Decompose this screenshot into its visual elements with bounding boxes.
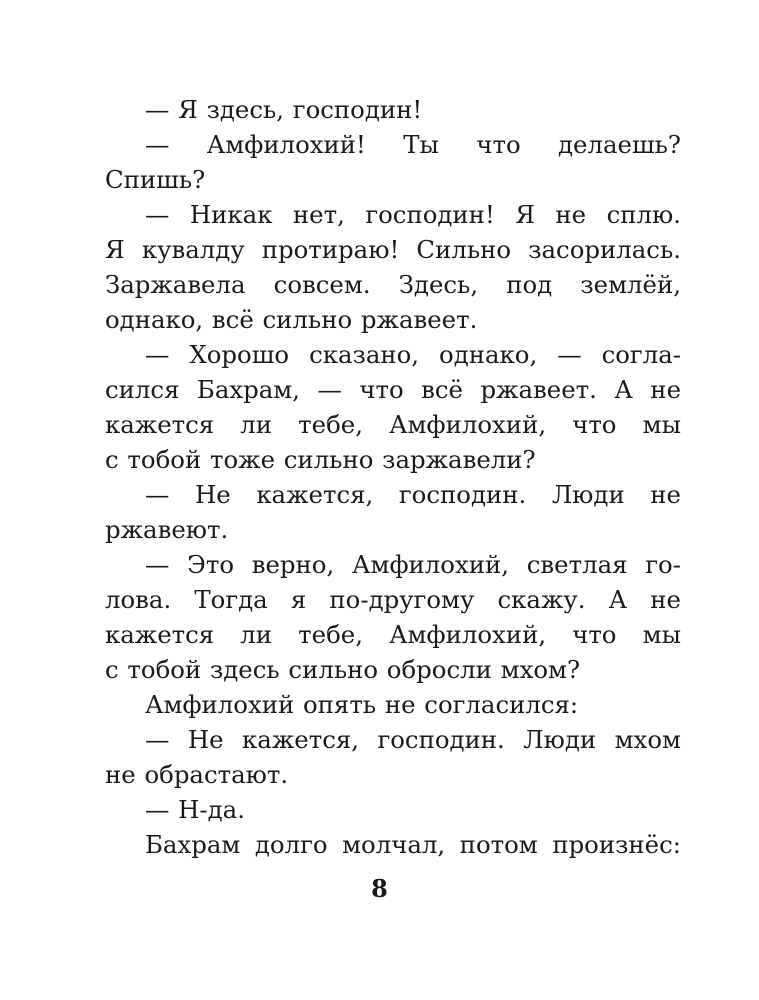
text-line: Заржавела совсем. Здесь, под землёй, <box>105 270 681 299</box>
text-line: лова. Тогда я по-другому скажу. А не <box>105 585 681 614</box>
text-line: — Не кажется, господин. Люди мхом <box>145 725 681 754</box>
page-number: 8 <box>371 874 388 903</box>
text-line: однако, всё сильно ржавеет. <box>105 305 478 334</box>
text-line: с тобой тоже сильно заржавели? <box>105 445 536 474</box>
text-line: — Это верно, Амфилохий, светлая го- <box>145 550 681 579</box>
text-line: Бахрам долго молчал, потом произнёс: <box>145 830 681 859</box>
text-line: — Никак нет, господин! Я не сплю. <box>145 200 681 229</box>
text-line: — Амфилохий! Ты что делаешь? <box>145 130 681 159</box>
text-line: кажется ли тебе, Амфилохий, что мы <box>105 410 681 439</box>
text-line: — Я здесь, господин! <box>145 95 423 124</box>
text-line: Я кувалду протираю! Сильно засорилась. <box>105 235 681 264</box>
text-line: — Н-да. <box>145 795 245 824</box>
text-line: кажется ли тебе, Амфилохий, что мы <box>105 620 681 649</box>
text-line: — Не кажется, господин. Люди не <box>145 480 681 509</box>
text-line: Спишь? <box>105 165 206 194</box>
page-text <box>105 92 681 862</box>
text-line: с тобой здесь сильно обросли мхом? <box>105 655 581 684</box>
text-line: не обрастают. <box>105 760 289 789</box>
text-line: — Хорошо сказано, однако, — согла- <box>145 340 681 369</box>
text-line: Амфилохий опять не согласился: <box>145 690 579 719</box>
text-line: сился Бахрам, — что всё ржавеет. А не <box>105 375 681 404</box>
text-line: ржавеют. <box>105 515 229 544</box>
